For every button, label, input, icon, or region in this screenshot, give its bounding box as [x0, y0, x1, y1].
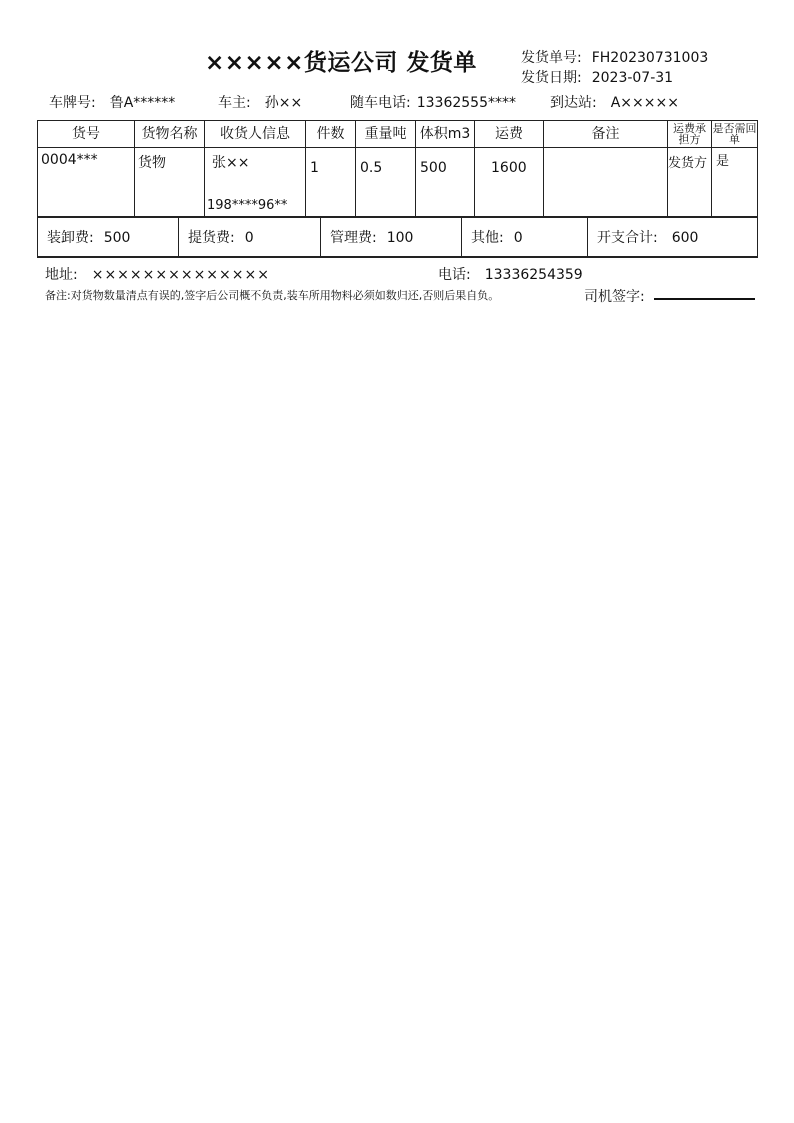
disclaimer-note: 备注:对货物数量清点有误的,签字后公司概不负责,装车所用物料必须如数归还,否则后果自负。	[45, 289, 500, 302]
header-consignee: 收货人信息	[205, 121, 306, 148]
phone-label: 随车电话:	[350, 95, 411, 111]
station-label: 到达站:	[550, 95, 597, 111]
owner-field	[218, 92, 302, 112]
fee-pickup-value: 0	[244, 230, 254, 246]
fee-management	[321, 217, 462, 257]
ship-date-value: 2023-07-31	[591, 70, 674, 86]
header-goods-name: 货物名称	[135, 121, 205, 148]
plate-label: 车牌号:	[49, 95, 96, 111]
fees-row	[38, 217, 758, 257]
header-volume: 体积m3	[416, 121, 475, 148]
header-item-no: 货号	[38, 121, 135, 148]
station-field	[550, 92, 679, 112]
fee-other	[462, 217, 588, 257]
goods-name-value: 货物	[138, 155, 166, 171]
ship-date-label: 发货日期:	[521, 70, 582, 86]
tel-label: 电话:	[438, 267, 471, 283]
page-title: ×××××货运公司 发货单	[205, 50, 477, 76]
fee-pickup-label: 提货费:	[188, 230, 235, 246]
phone-field	[350, 92, 516, 112]
freight-value: 1600	[491, 160, 527, 176]
fee-other-label: 其他:	[471, 230, 504, 246]
phone-value: 13362555****	[416, 95, 516, 111]
cell-goods-name	[135, 148, 205, 217]
fee-management-label: 管理费:	[330, 230, 377, 246]
address-field	[45, 264, 270, 284]
fee-total-label: 开支合计:	[597, 230, 658, 246]
header-need-receipt: 是否需回单	[712, 122, 757, 146]
consignee-name: 张××	[212, 155, 250, 171]
fee-total	[588, 217, 758, 257]
address-label: 地址:	[45, 267, 78, 283]
table-header-row	[38, 121, 758, 148]
volume-value: 500	[420, 160, 447, 176]
cell-freight	[475, 148, 544, 217]
fee-loading-value: 500	[103, 230, 131, 246]
fees-table	[37, 216, 758, 258]
ship-date	[521, 67, 673, 87]
fee-other-value: 0	[513, 230, 523, 246]
goods-table	[37, 120, 758, 217]
owner-value: 孙××	[264, 95, 303, 111]
plate-field	[49, 92, 175, 112]
cell-weight	[356, 148, 416, 217]
cell-consignee	[205, 148, 306, 217]
address-value: ××××××××××××××	[91, 267, 270, 283]
plate-value: 鲁A******	[109, 95, 176, 111]
table-row	[38, 148, 758, 217]
freight-payer-value: 发货方	[668, 156, 708, 171]
order-number-value: FH20230731003	[591, 50, 709, 66]
need-receipt-value: 是	[716, 154, 730, 169]
header-remark: 备注	[544, 121, 668, 148]
cell-pieces	[306, 148, 356, 217]
cell-remark	[544, 148, 668, 217]
weight-value: 0.5	[360, 160, 383, 176]
fee-management-value: 100	[386, 230, 414, 246]
tel-field	[438, 264, 583, 284]
fee-pickup	[179, 217, 321, 257]
pieces-value: 1	[310, 160, 319, 176]
signature-line[interactable]	[654, 298, 755, 300]
cell-item-no	[38, 148, 135, 217]
fee-loading-label: 装卸费:	[47, 230, 94, 246]
signature-label: 司机签字:	[584, 289, 645, 305]
station-value: A×××××	[610, 95, 679, 111]
cell-volume	[416, 148, 475, 217]
fee-loading	[38, 217, 179, 257]
item-no-value: 0004***	[41, 152, 98, 168]
header-weight: 重量吨	[356, 121, 416, 148]
owner-label: 车主:	[218, 95, 251, 111]
cell-freight-payer	[668, 148, 712, 217]
order-number	[521, 47, 708, 67]
tel-value: 13336254359	[484, 267, 583, 283]
cell-need-receipt	[712, 148, 758, 217]
header-freight: 运费	[475, 121, 544, 148]
order-number-label: 发货单号:	[521, 50, 582, 66]
header-pieces: 件数	[306, 121, 356, 148]
header-freight-payer: 运费承担方	[668, 121, 712, 148]
fee-total-value: 600	[671, 230, 699, 246]
consignee-phone: 198****96**	[207, 198, 288, 213]
